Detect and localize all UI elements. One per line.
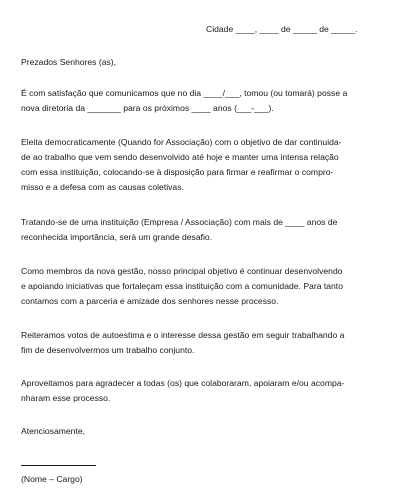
closing: Atenciosamente, bbox=[21, 426, 86, 436]
paragraph-2-line-3: com essa instituição, colocando-se à disposição para firmar e reafirmar o compro- bbox=[21, 167, 334, 177]
paragraph-6-line-2: nharam esse processo. bbox=[21, 393, 111, 403]
signature-line bbox=[21, 465, 96, 466]
paragraph-4-line-2: e apoiando iniciativas que fortaleçam essa instituição com a comunidade. Para tanto bbox=[21, 281, 343, 291]
paragraph-3-line-1: Tratando-se de uma instituição (Empresa / Associação) com mais de ____ anos de bbox=[21, 217, 338, 227]
paragraph-5-line-1: Reiteramos votos de autoestima e o interesse dessa gestão em seguir trabalhando a bbox=[21, 330, 345, 340]
salutation: Prezados Senhores (as), bbox=[21, 57, 117, 67]
paragraph-1-line-1: É com satisfação que comunicamos que no dia ____/___, tomou (ou tomará) posse a bbox=[21, 88, 348, 98]
paragraph-6-line-1: Aproveitamos para agradecer a todas (os) que colaboraram, apoiaram e/ou acompa- bbox=[21, 378, 345, 388]
paragraph-1-line-2: nova diretoria da _______ para os próximos ____ anos (___-___). bbox=[21, 103, 274, 113]
paragraph-2-line-4: misso e a defesa com as causas coletivas. bbox=[21, 182, 184, 192]
paragraph-2-line-1: Eleita democraticamente (Quando for Associação) com o objetivo de dar continuida- bbox=[21, 137, 342, 147]
date-line: Cidade ____, ____ de _____ de _____. bbox=[206, 24, 358, 34]
paragraph-4-line-1: Como membros da nova gestão, nosso principal objetivo é continuar desenvolvendo bbox=[21, 266, 343, 276]
paragraph-5-line-2: fim de desenvolvermos um trabalho conjunto. bbox=[21, 345, 195, 355]
paragraph-4-line-3: contamos com a parceria e amizade dos senhores nesse processo. bbox=[21, 296, 279, 306]
paragraph-2-line-2: de ao trabalho que vem sendo desenvolvido até hoje e manter uma intensa relação bbox=[21, 152, 339, 162]
signature-name-title: (Nome – Cargo) bbox=[21, 474, 83, 484]
paragraph-3-line-2: reconhecida importância, será um grande desafio. bbox=[21, 232, 213, 242]
